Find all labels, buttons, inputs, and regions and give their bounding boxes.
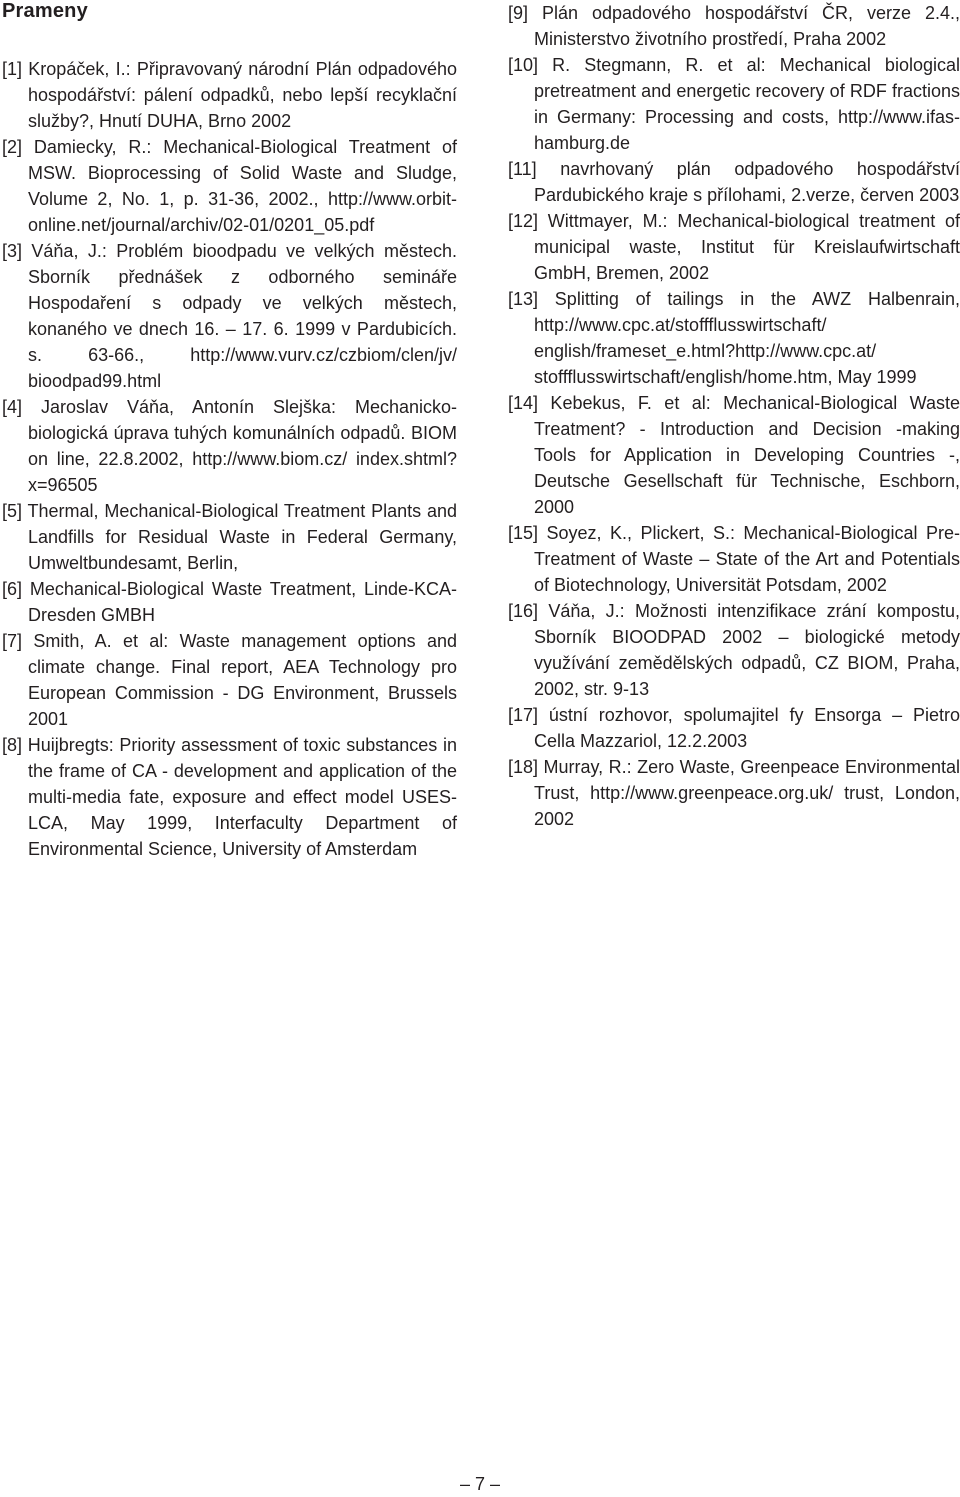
reference-item: [5] Thermal, Mechanical-Biological Treatment Plants and Landfills for Residual Waste in Federal Germany, Umweltbundesamt, Berlin, <box>2 501 457 573</box>
reference-item: [14] Kebekus, F. et al: Mechanical-Biological Waste Treatment? - Introduction and Decision -making Tools for Application in Developing Countries -, Deutsche Gesellschaft für Technische, Eschborn, 2000 <box>508 393 960 517</box>
reference-item: [6] Mechanical-Biological Waste Treatment, Linde-KCA-Dresden GMBH <box>2 579 457 625</box>
reference-item: [16] Váňa, J.: Možnosti intenzifikace zrání kompostu, Sborník BIOODPAD 2002 – biologické metody využívání zemědělských odpadů, CZ BIOM, Praha, 2002, str. 9-13 <box>508 601 960 699</box>
reference-item: [11] navrhovaný plán odpadového hospodářství Pardubického kraje s přílohami, 2.verze, červen 2003 <box>508 159 960 205</box>
page-number: – 7 – <box>459 1474 501 1494</box>
reference-item: [9] Plán odpadového hospodářství ČR, verze 2.4., Ministerstvo životního prostředí, Praha 2002 <box>508 3 960 49</box>
references-left-column <box>2 56 457 862</box>
reference-item: [3] Váňa, J.: Problém bioodpadu ve velkých městech. Sborník přednášek z odborného semináře Hospodaření s odpady ve velkých městech, konaného ve dnech 16. – 17. 6. 1999 v Pardubicích. s. 63-66., http://www.vurv.cz/czbiom/clen/jv/ bioodpad99.html <box>2 241 457 391</box>
reference-item: [17] ústní rozhovor, spolumajitel fy Ensorga – Pietro Cella Mazzariol, 12.2.2003 <box>508 705 960 751</box>
section-heading: Prameny <box>2 0 88 22</box>
reference-item: [8] Huijbregts: Priority assessment of toxic substances in the frame of CA - development and application of the multi-media fate, exposure and effect model USES-LCA, May 1999, Interfaculty Department of Environmental Science, University of Amsterdam <box>2 735 457 859</box>
reference-item: [18] Murray, R.: Zero Waste, Greenpeace Environmental Trust, http://www.greenpeace.org.uk/ trust, London, 2002 <box>508 757 960 829</box>
reference-item: [10] R. Stegmann, R. et al: Mechanical biological pretreatment and energetic recovery of RDF fractions in Germany: Processing and costs, http://www.ifas-hamburg.de <box>508 55 960 153</box>
reference-item: [15] Soyez, K., Plickert, S.: Mechanical-Biological Pre-Treatment of Waste – State of the Art and Potentials of Biotechnology, Universität Potsdam, 2002 <box>508 523 960 595</box>
reference-item: [4] Jaroslav Váňa, Antonín Slejška: Mechanicko-biologická úprava tuhých komunálních odpadů. BIOM on line, 22.8.2002, http://www.biom.cz/ index.shtml?x=96505 <box>2 397 457 495</box>
reference-item: [2] Damiecky, R.: Mechanical-Biological Treatment of MSW. Bioprocessing of Solid Waste and Sludge, Volume 2, No. 1, p. 31-36, 2002., http://www.orbit-online.net/journal/archiv/02-01/0201_05.pdf <box>2 137 457 235</box>
references-right-column <box>508 0 960 832</box>
reference-item: [1] Kropáček, I.: Připravovaný národní Plán odpadového hospodářství: pálení odpadků, nebo lepší recyklační služby?, Hnutí DUHA, Brno 2002 <box>2 59 457 131</box>
reference-item: [12] Wittmayer, M.: Mechanical-biological treatment of municipal waste, Institut für Kreislaufwirtschaft GmbH, Bremen, 2002 <box>508 211 960 283</box>
reference-item: [13] Splitting of tailings in the AWZ Halbenrain, http://www.cpc.at/stoffflusswirtschaft/ english/frameset_e.html?http://www.cpc.at/ stoffflusswirtschaft/english/home.htm, May 1999 <box>508 289 960 387</box>
reference-item: [7] Smith, A. et al: Waste management options and climate change. Final report, AEA Technology pro European Commission - DG Environment, Brussels 2001 <box>2 631 457 729</box>
